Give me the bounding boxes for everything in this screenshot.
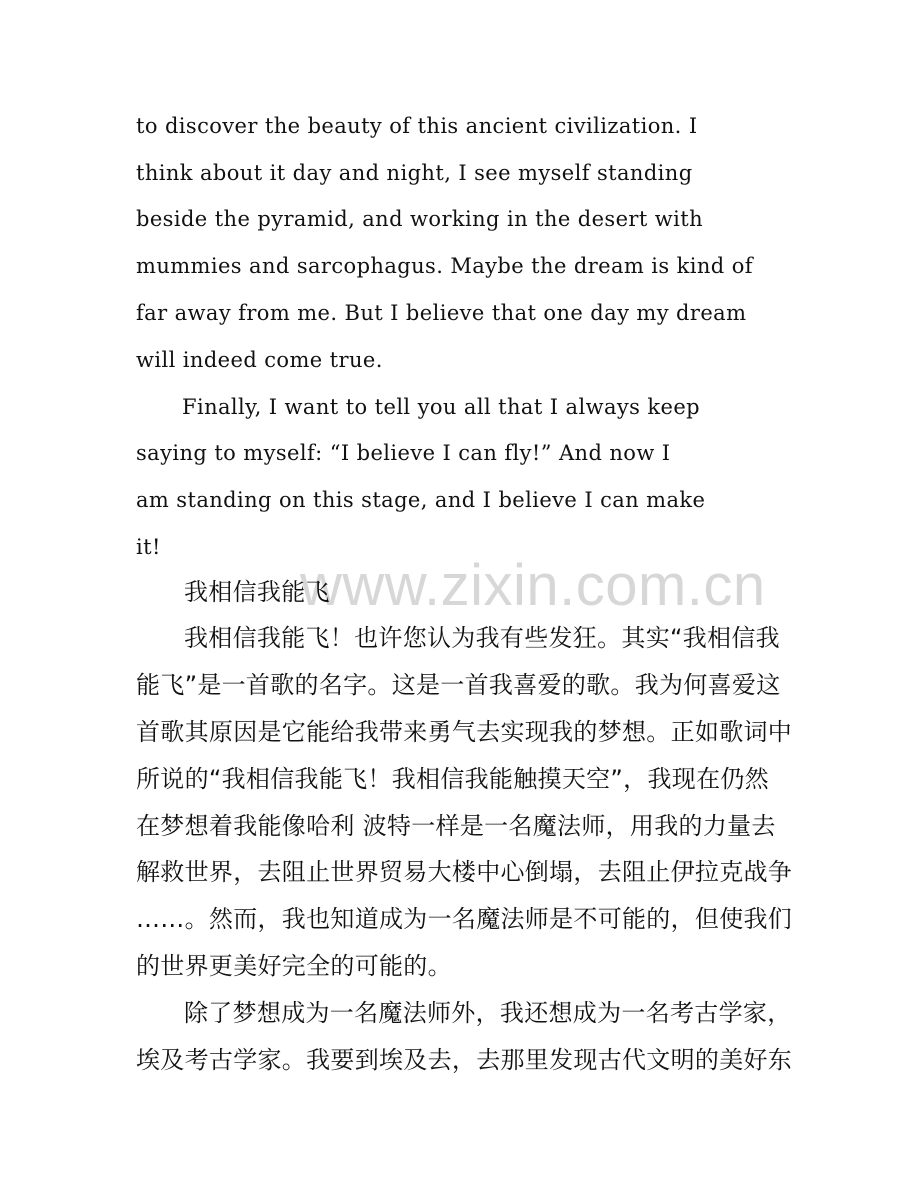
- english-line: far away from me. But I believe that one day my dream: [136, 301, 747, 325]
- english-line: am standing on this stage, and I believe I can make: [136, 488, 706, 512]
- english-line: Finally, I want to tell you all that I always keep: [182, 395, 701, 419]
- english-line: to discover the beauty of this ancient civilization. I: [136, 114, 698, 138]
- chinese-line: 的世界更美好完全的可能的。: [136, 952, 452, 980]
- english-line: will indeed come true.: [136, 348, 383, 372]
- english-line: it!: [136, 535, 161, 559]
- chinese-line: 在梦想着我能像哈利 波特一样是一名魔法师，用我的力量去: [136, 812, 776, 840]
- chinese-line: 能飞”是一首歌的名字。这是一首我喜爱的歌。我为何喜爱这: [136, 671, 781, 699]
- chinese-line: 埃及考古学家。我要到埃及去，去那里发现古代文明的美好东: [136, 1046, 793, 1074]
- english-line: mummies and sarcophagus. Maybe the dream is kind of: [136, 254, 753, 278]
- chinese-line: 除了梦想成为一名魔法师外，我还想成为一名考古学家，: [184, 999, 792, 1027]
- english-line: saying to myself: “I believe I can fly!” And now I: [136, 441, 671, 465]
- chinese-line: ……。然而，我也知道成为一名魔法师是不可能的，但使我们: [136, 905, 793, 933]
- chinese-line: 我相信我能飞！也许您认为我有些发狂。其实“我相信我: [184, 624, 780, 652]
- chinese-line: 所说的“我相信我能飞！我相信我能触摸天空”，我现在仍然: [136, 765, 769, 793]
- english-line: think about it day and night, I see myself standing: [136, 161, 693, 185]
- chinese-line: 解救世界，去阻止世界贸易大楼中心倒塌，去阻止伊拉克战争: [136, 858, 793, 886]
- english-line: beside the pyramid, and working in the desert with: [136, 207, 704, 231]
- watermark: www.zixin.com.cn: [300, 553, 766, 618]
- chinese-line: 首歌其原因是它能给我带来勇气去实现我的梦想。正如歌词中: [136, 718, 793, 746]
- chinese-title: 我相信我能飞: [184, 578, 330, 606]
